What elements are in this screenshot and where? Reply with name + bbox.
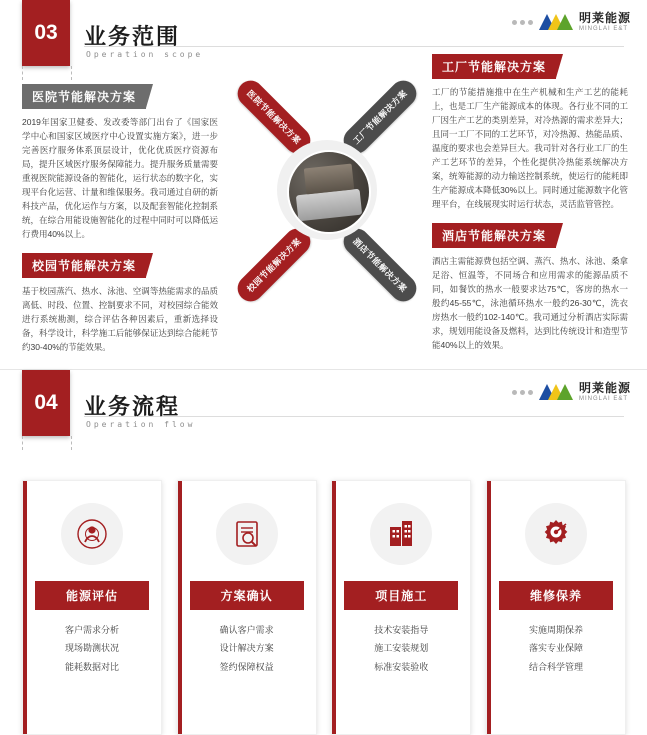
page-title: 业务范围 — [84, 24, 181, 49]
slide-business-flow — [0, 370, 647, 733]
spoke-factory: 工厂节能解决方案 — [338, 75, 421, 158]
flow-card-maintenance[interactable] — [486, 480, 626, 735]
flow-card-title-3: 项目施工 — [344, 581, 458, 610]
flow-card-items-1 — [33, 621, 151, 676]
logo-mark-icon-2 — [539, 383, 573, 401]
list-item: 技术安装指导 — [374, 625, 429, 635]
list-item: 结合科学管理 — [528, 661, 583, 672]
section-hotel-heading: 酒店节能解决方案 — [432, 223, 556, 248]
slide2-number-tail — [22, 436, 72, 450]
plan-confirm-icon — [216, 503, 278, 565]
logo-text-2 — [579, 382, 631, 402]
section-factory-heading: 工厂节能解决方案 — [432, 54, 556, 79]
logo-text — [579, 12, 631, 32]
section-hospital-body: 2019年国家卫健委、发改委等部门出台了《国家医学中心和国家区域医疗中心设置实施方案》，进一步完善医疗服务体系顶层设计，优化优质医疗资源布局，提升区域医疗服务保障能力。提升服务质量需要重视医院能源设备的智能化，运行状态的数字化，实现平台化运营、计量和维保服务。我司通过自研的新科技产品，优化运作与方案，以及配套智能化控制系统，在综合用能设施智能化的过程中同时可以降低运行费用40%以上。 — [22, 117, 218, 240]
project-construction-icon — [370, 503, 432, 565]
right-column — [432, 54, 628, 364]
logo-dots-icon-2 — [512, 390, 533, 395]
flow-card-list — [22, 480, 626, 735]
brand-name-cn: 明莱能源 — [578, 11, 631, 25]
brand-logo-2 — [512, 382, 631, 402]
slide-number-badge: 03 — [22, 0, 70, 66]
logo-mark-icon — [539, 13, 573, 31]
section-hospital — [22, 84, 218, 241]
list-item: 设计解决方案 — [219, 643, 274, 654]
left-column — [22, 84, 218, 366]
flow-card-items-2 — [188, 621, 306, 676]
section-hospital-heading: 医院节能解决方案 — [22, 84, 146, 109]
section-campus-heading: 校园节能解决方案 — [22, 253, 146, 278]
section-factory-body: 工厂的节能措施推中在生产机械和生产工艺的能耗上，也是工厂生产能源成本的体现。各行业不同的工厂因生产工艺的类别差异，对冷热源的需求差异大；且同一工厂不同的工艺环节，对冷热源、热能品质、温度的要求也会差异巨大。我司针对各行业工厂的生产工艺环节的差异，个性化提供冷热能系统解决方案，统筹能源的动力输送控制系统，使运行的能耗即生产能源成本降低30%以上。同时通过能源数字化管理平台，在线展现实时运行状态，灵活监管管控。 — [432, 87, 628, 210]
section-campus — [22, 253, 218, 354]
flow-card-title-1: 能源评估 — [35, 581, 149, 610]
spoke-hotel: 酒店节能解决方案 — [338, 223, 421, 306]
logo-dots-icon — [512, 20, 533, 25]
flow-card-items-3 — [342, 621, 460, 676]
list-item: 落实专业保障 — [528, 643, 583, 654]
slide2-number-badge: 04 — [22, 370, 70, 436]
section-campus-body: 基于校园蒸汽、热水、泳池、空调等热能需求的品质 离低、时段、位置、控制要求不同，对校园综合能效进行系统勘测，综合评估各种因素后，重新选择设备，科学设计，科学施工后能够保证达到综合能耗节约30-40%的节能效果。 — [22, 286, 218, 353]
slide2-page-subtitle: Operation flow — [86, 420, 196, 429]
brand-name-en-2: MINGLAI E&T — [578, 396, 628, 402]
spoke-hospital: 医院节能解决方案 — [232, 75, 315, 158]
list-item: 确认客户需求 — [219, 625, 274, 635]
section-factory — [432, 54, 628, 211]
flow-card-project-construction[interactable] — [331, 480, 471, 735]
list-item: 签约保障权益 — [219, 661, 274, 672]
energy-assessment-icon — [61, 503, 123, 565]
list-item: 现场勘测状况 — [64, 643, 119, 654]
flow-card-items-4 — [497, 621, 615, 676]
list-item: 标准安装验收 — [374, 661, 429, 672]
flow-card-title-4: 维修保养 — [499, 581, 613, 610]
list-item: 实施周期保养 — [528, 625, 583, 635]
maintenance-icon — [525, 503, 587, 565]
section-hotel — [432, 223, 628, 352]
slide-number-tail — [22, 66, 72, 80]
list-item: 能耗数据对比 — [64, 661, 119, 672]
brand-name-cn-2: 明莱能源 — [578, 381, 631, 395]
section-hotel-body: 酒店主需能源费包括空调、蒸汽、热水、泳池、桑拿足浴、恒温等，不同场合和应用需求的能源品质不同，如餐饮的热水一般要求达75℃，客房的热水一般约45-55℃，泳池循环热水一般约26-30℃，洗衣房热水一般约102-140℃。我司通过分析酒店实际需求，规划用能设备及燃料，达到比传统设计和造型节能40%以上的效果。 — [432, 256, 628, 351]
flow-card-energy-assessment[interactable] — [22, 480, 162, 735]
list-item: 客户需求分析 — [64, 625, 119, 635]
spoke-campus: 校园节能解决方案 — [232, 223, 315, 306]
slide2-page-title: 业务流程 — [84, 394, 181, 419]
hub-diagram — [226, 86, 428, 296]
flow-card-plan-confirm[interactable] — [177, 480, 317, 735]
hub-photo — [287, 150, 371, 234]
flow-card-title-2: 方案确认 — [190, 581, 304, 610]
brand-name-en: MINGLAI E&T — [578, 26, 628, 32]
brand-logo — [512, 12, 631, 32]
page-subtitle: Operation scope — [86, 50, 204, 59]
list-item: 施工安装规划 — [374, 643, 429, 654]
